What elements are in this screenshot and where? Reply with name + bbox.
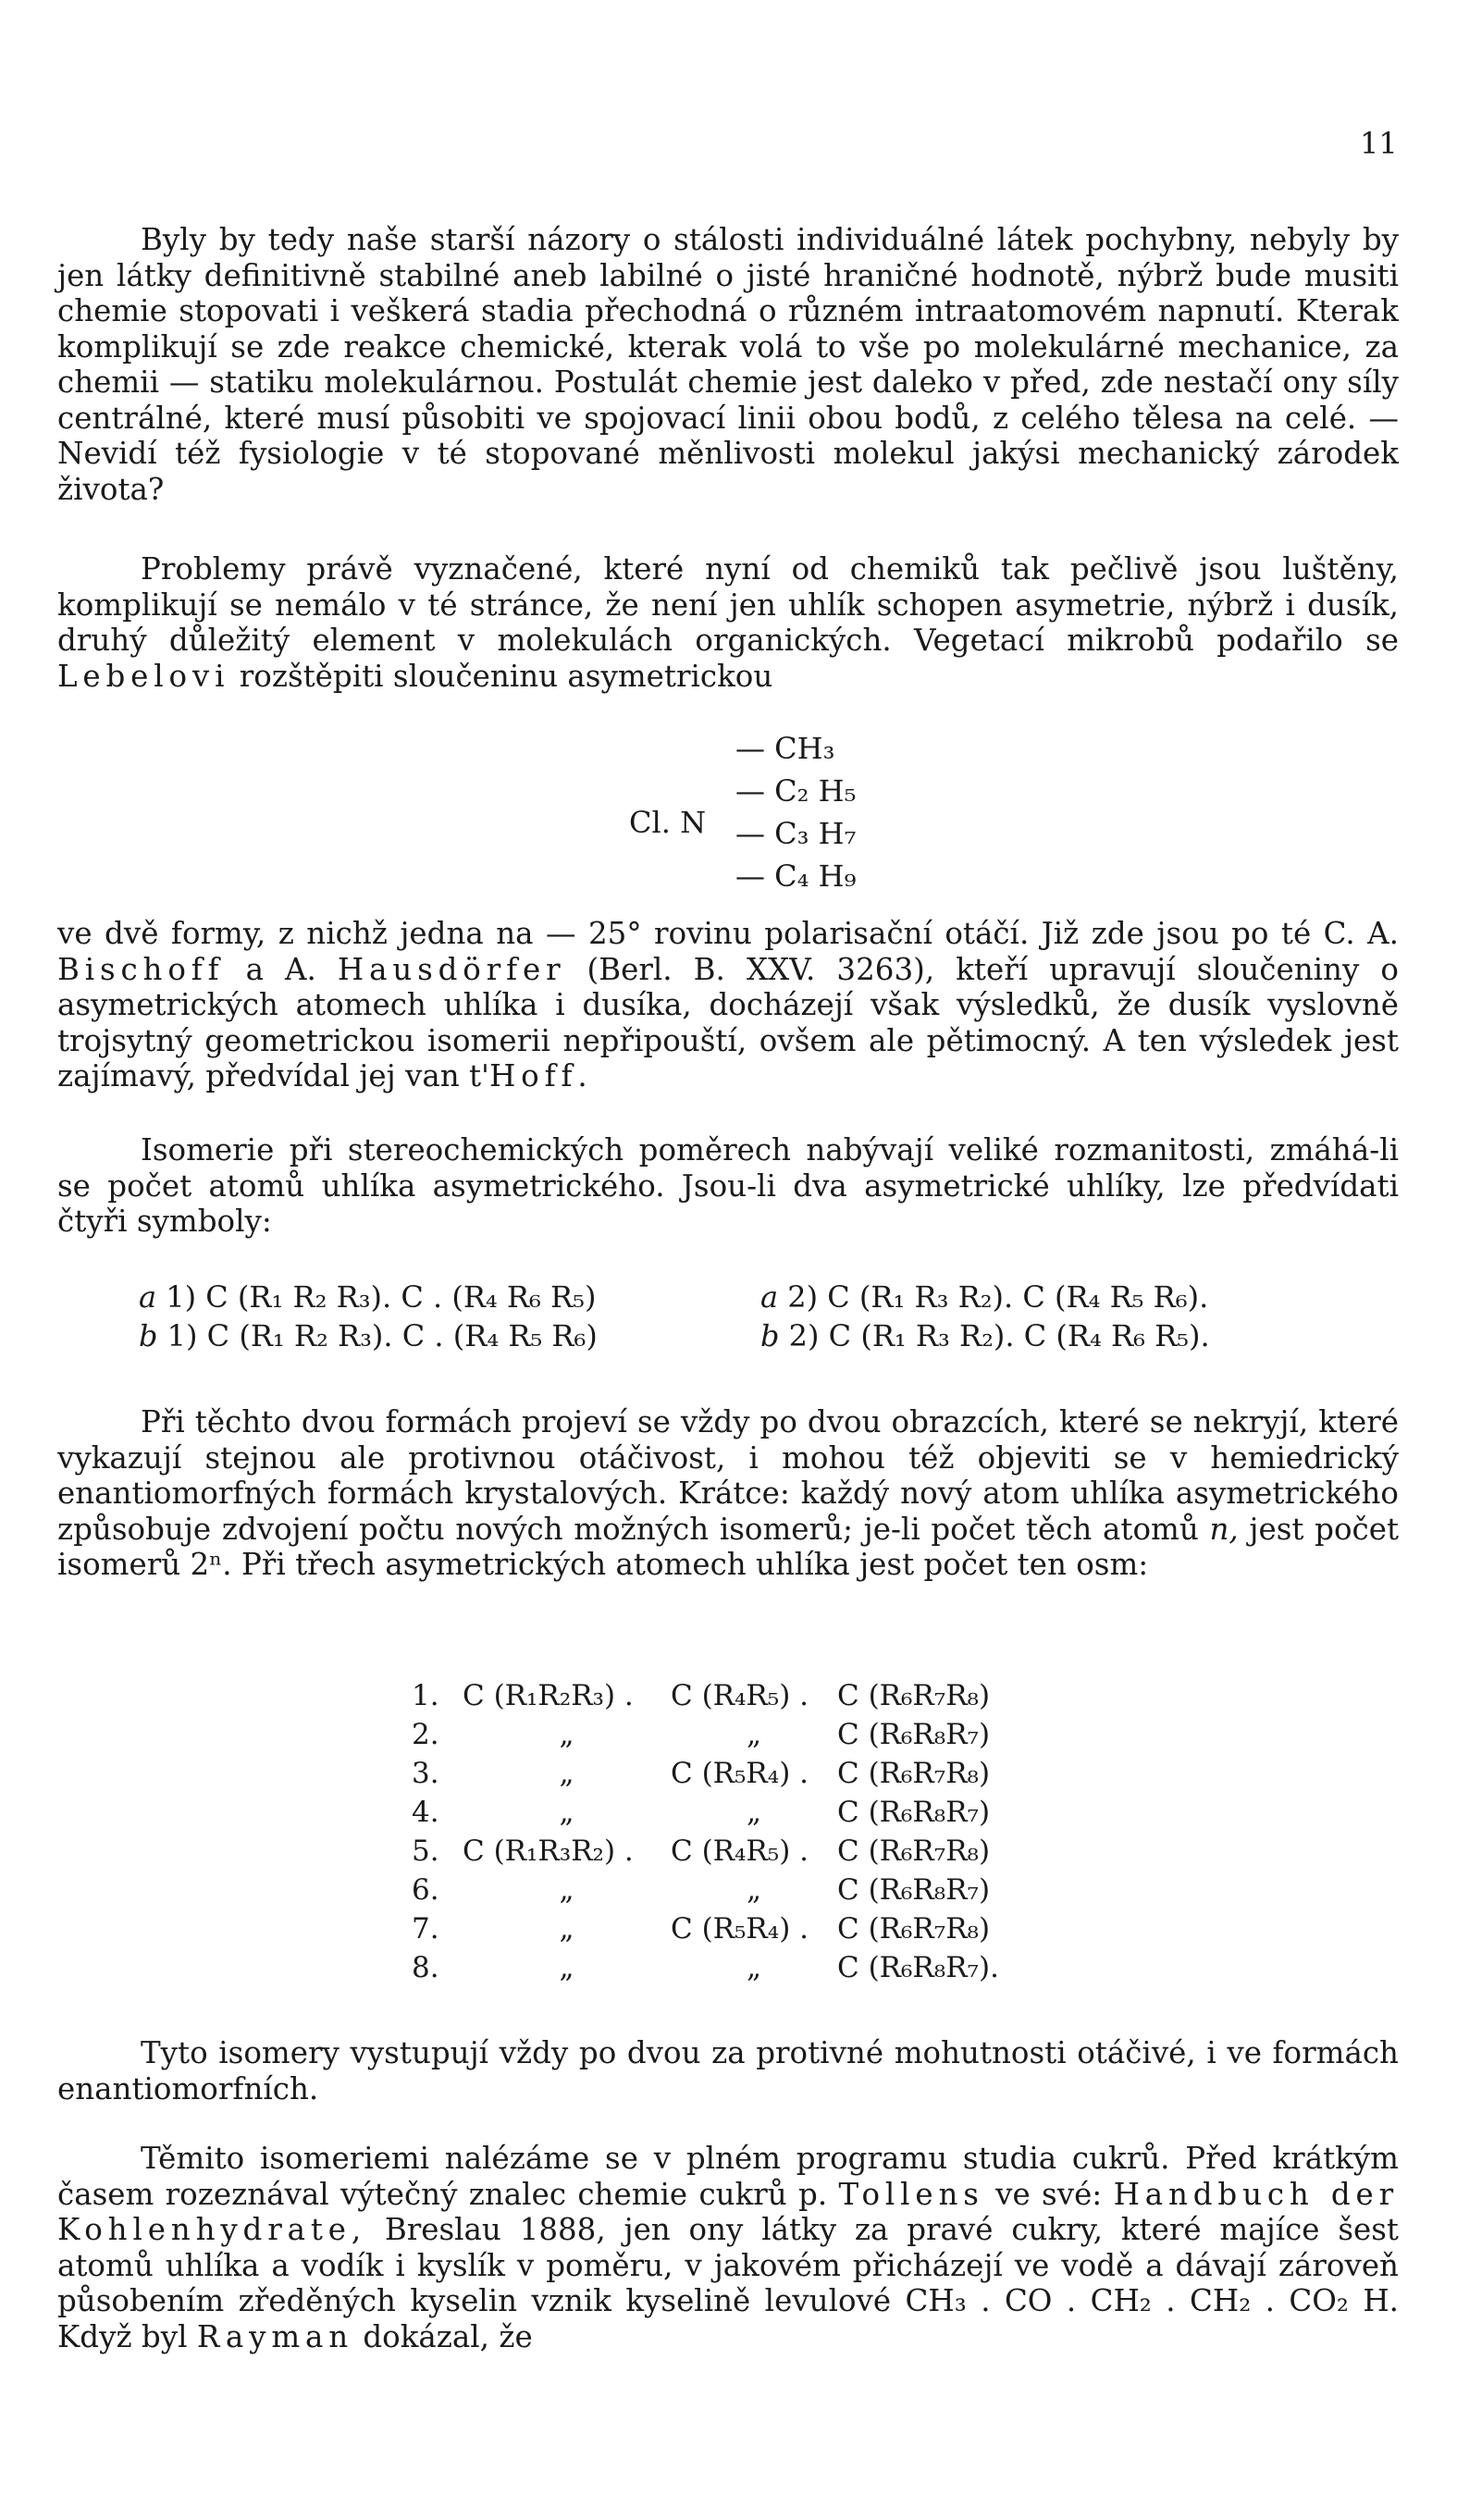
isomer-part-3: C (R₆R₇R₈) [837,1912,991,1946]
author-lebel: Lebelovi [57,658,230,694]
symbol-a2-formula: 2) C (R₁ R₃ R₂). C (R₄ R₅ R₆). [787,1279,1209,1315]
book-title: Handbuch der Kohlenhydrate, [57,2176,1399,2247]
formula-substituent: — C₂ H₅ [735,773,857,809]
isomer-row [412,1793,1041,1832]
isomer-part-1: „ [559,1718,574,1751]
symbol-a2-label: a [760,1279,779,1315]
isomer-part-3: C (R₆R₈R₇) [837,1796,991,1829]
isomer-part-2: C (R₄R₅) . [671,1834,809,1868]
isomer-number: 7. [412,1912,439,1946]
isomer-number: 3. [412,1757,439,1790]
paragraph-3-and: a A. [245,951,316,987]
formula-substituent: — C₃ H₇ [735,816,857,851]
paragraph-5-text-a: Při těchto dvou formách projeví se vždy po dvou obrazcích, které se nekryjí, které vykazují stejnou ale protivnou otáčivost, i mohou též objeviti se v hemiedrický enantiomorfných formách krystalových. Krátce: každý nový atom uhlíka asymetrického způsobuje zdvojení počtu nových možných isomerů; je-li počet těch atomů [57,1404,1399,1547]
author-tollens: Tollens [838,2176,984,2212]
isomer-number: 1. [412,1679,439,1712]
isomer-number: 5. [412,1834,439,1868]
paragraph-3 [57,916,1399,1094]
isomer-list [412,1676,1041,1987]
paragraph-5-text-c: Při třech asymetrických atomech uhlíka jest počet ten osm: [241,1547,1149,1582]
isomer-part-3: C (R₆R₈R₇) [837,1718,991,1751]
isomer-part-1: „ [559,1757,574,1790]
symbol-b2-formula: 2) C (R₁ R₃ R₂). C (R₄ R₆ R₅). [788,1318,1210,1353]
author-rayman: Rayman [196,2318,353,2354]
formula-substituent: — CH₃ [735,731,835,766]
paragraph-2-text-b: rozštěpiti sloučeninu asymetrickou [239,658,773,694]
isomer-number: 4. [412,1796,439,1829]
isomer-part-3: C (R₆R₇R₈) [837,1757,991,1790]
variable-n: n, [1209,1511,1239,1547]
paragraph-3-text-b: (Berl. B. XXV. 3263), kteří upravují sloučeniny o asymetrických atomech uhlíka i dusíka, docházejí však výsledků, že dusík vyslovně trojsytný geometrickou isomerii nepřipouští, ovšem ale pětimocný. A ten výsledek jest zajímavý, předvídal jej van t' [57,951,1399,1093]
chemical-formula [629,731,1018,916]
paragraph-3-end: . [577,1058,587,1093]
isomer-part-2: „ [746,1796,762,1829]
isomer-part-3: C (R₆R₇R₈) [837,1679,991,1712]
author-hausdorfer: Hausdörfer [337,951,566,987]
symbol-a2 [760,1279,1208,1316]
symbol-b2 [760,1317,1210,1354]
symbol-b1-label: b [139,1318,158,1353]
isomer-row [412,1948,1041,1987]
isomer-part-3: C (R₆R₇R₈) [837,1834,991,1868]
isomer-part-1: „ [559,1951,574,1984]
isomer-row [412,1909,1041,1948]
isomer-part-1: C (R₁R₂R₃) . [463,1679,634,1712]
paragraph-7-text-a: Těmito isomeriemi nalézáme se v plném programu studia cukrů. Před krátkým časem rozeznával výtečný znalec chemie cukrů p. [57,2141,1399,2212]
isomer-row [412,1754,1041,1793]
paragraph-5-text-b: jest počet isomerů [57,1511,1400,1582]
isomer-part-2: „ [746,1951,762,1984]
isomer-row [412,1871,1041,1909]
symbol-b1-formula: 1) C (R₁ R₂ R₃). C . (R₄ R₅ R₆) [167,1318,598,1353]
isomer-part-2: C (R₄R₅) . [671,1679,809,1712]
paragraph-2 [57,551,1399,694]
isomer-part-3: C (R₆R₈R₇) [837,1873,991,1907]
paragraph-1: Byly by tedy naše starší názory o stálosti individuálné látek pochybny, nebyly by jen látky definitivně stabilné aneb labilné o jisté hraničné hodnotě, nýbrž bude musiti chemie stopovati i veškerá stadia přechodná o různém intraatomovém napnutí. Kterak komplikují se zde reakce chemické, kterak volá to vše po molekulárné mechanice, za chemii — statiku molekulárnou. Postulát chemie jest daleko v před, zde nestačí ony síly centrálné, které musí působiti ve spojovací linii obou bodů, z celého tělesa na celé. — Nevidí též fysiologie v té stopované měnlivosti molekul jakýsi mechanický zárodek života? [57,222,1399,507]
isomer-row [412,1676,1041,1715]
paragraph-7 [57,2141,1399,2354]
symbol-b2-label: b [760,1318,780,1353]
formula-center: Cl. N [629,805,707,840]
symbol-b1 [139,1317,598,1354]
paragraph-7-text-c: Breslau 1888, jen ony látky za pravé cukry, které majíce šest atomů uhlíka a vodík i kyslík v poměru, v jakovém přicházejí ve vodě a dávají zároveň působením zředěných kyselin vznik kyselině levulové CH₃ . CO . CH₂ . CH₂ . CO₂ H. Když byl [57,2212,1399,2354]
paragraph-7-text-b: ve své: [995,2176,1103,2212]
isomer-row [412,1832,1041,1871]
isomer-part-2: C (R₅R₄) . [671,1912,809,1946]
paragraph-5 [57,1404,1399,1583]
isomer-part-1: C (R₁R₃R₂) . [463,1834,634,1868]
isomer-number: 2. [412,1718,439,1751]
formula-substituent: — C₄ H₉ [735,859,857,894]
isomer-part-3: C (R₆R₈R₇). [837,1951,999,1984]
isomer-part-1: „ [559,1912,574,1946]
author-hoff: Hoff [488,1058,578,1093]
isomer-part-2: „ [746,1718,762,1751]
isomer-part-1: „ [559,1796,574,1829]
isomer-row [412,1715,1041,1754]
isomer-number: 8. [412,1951,439,1984]
isomer-part-2: C (R₅R₄) . [671,1757,809,1790]
paragraph-3-text-a: ve dvě formy, z nichž jedna na — 25° rovinu polarisační otáčí. Již zde jsou po té C. A. [57,916,1399,951]
isomer-part-2: „ [746,1873,762,1907]
symbol-a1-label: a [139,1279,157,1315]
symbol-a1-formula: 1) C (R₁ R₂ R₃). C . (R₄ R₆ R₅) [166,1279,597,1315]
paragraph-2-text-a: Problemy právě vyznačené, které nyní od chemiků tak pečlivě jsou luštěny, komplikují se nemálo v té stránce, že není jen uhlík schopen asymetrie, nýbrž i dusík, druhý důležitý element v molekulách organických. Vegetací mikrobů podařilo se [57,551,1399,658]
page-number: 11 [1360,126,1398,161]
symbol-a1 [139,1279,596,1316]
author-bischoff: Bischoff [57,951,225,987]
paragraph-6: Tyto isomery vystupují vždy po dvou za protivné mohutnosti otáčivé, i ve formách enantiomorfních. [57,2035,1399,2106]
isomer-number: 6. [412,1873,439,1907]
paragraph-7-text-d: dokázal, že [363,2318,533,2354]
isomer-part-1: „ [559,1873,574,1907]
power-of-two: 2ⁿ. [190,1547,232,1582]
paragraph-4: Isomerie při stereochemických poměrech nabývají veliké rozmanitosti, zmáhá-li se počet atomů uhlíka asymetrického. Jsou-li dva asymetrické uhlíky, lze předvídati čtyři symboly: [57,1132,1399,1239]
